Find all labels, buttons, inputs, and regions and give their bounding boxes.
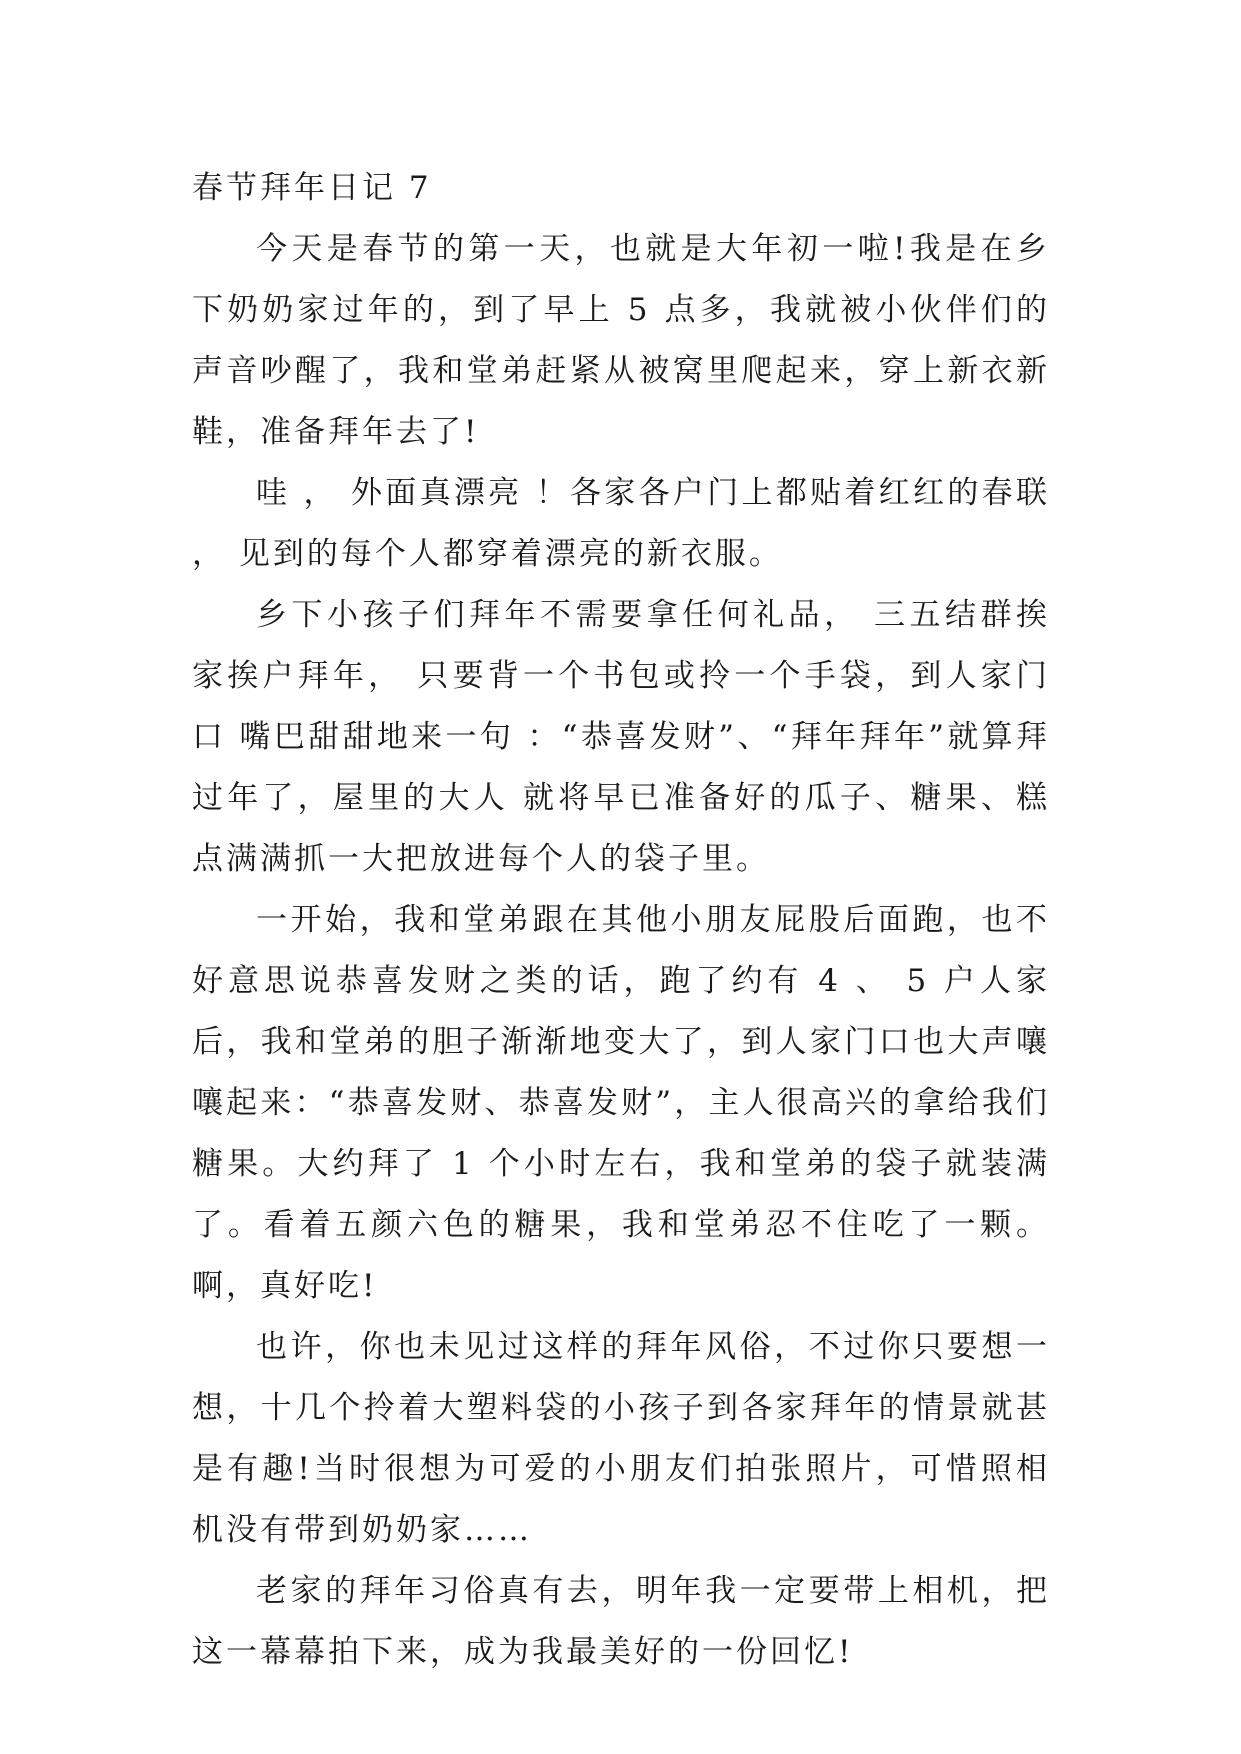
paragraph-4: 一开始，我和堂弟跟在其他小朋友屁股后面跑，也不好意思说恭喜发财之类的话，跑了约有 4 、 5 户人家后，我和堂弟的胆子渐渐地变大了，到人家门口也大声嚷嚷起来：“恭喜发财、恭喜发财”，主人很高兴的拿给我们糖果。大约拜了 1 个小时左右，我和堂弟的袋子就装满了。看着五颜六色的糖果，我和堂弟忍不住吃了一颗。啊，真好吃! (192, 902, 1050, 1304)
paragraph-3: 乡下小孩子们拜年不需要拿任何礼品， 三五结群挨家挨户拜年， 只要背一个书包或拎一个手袋，到人家门口 嘴巴甜甜地来一句 ：“恭喜发财”、“拜年拜年”就算拜过年了，屋里的大人 就将早已准备好的瓜子、糖果、糕点满满抓一大把放进每个人的袋子里。 (192, 597, 1050, 877)
paragraph-6: 老家的拜年习俗真有去，明年我一定要带上相机，把这一幕幕拍下来，成为我最美好的一份回忆! (192, 1573, 1050, 1670)
document-title: 春节拜年日记 7 (192, 170, 432, 206)
paragraph-5: 也许，你也未见过这样的拜年风俗，不过你只要想一想，十几个拎着大塑料袋的小孩子到各家拜年的情景就甚是有趣!当时很想为可爱的小朋友们拍张照片，可惜照相机没有带到奶奶家…… (192, 1329, 1050, 1548)
paragraph-2: 哇 ， 外面真漂亮 ！各家各户门上都贴着红红的春联 ， 见到的每个人都穿着漂亮的新衣服。 (192, 475, 1050, 572)
document-body (192, 158, 1050, 1683)
paragraph-1: 今天是春节的第一天，也就是大年初一啦!我是在乡下奶奶家过年的，到了早上 5 点多，我就被小伙伴们的声音吵醒了，我和堂弟赶紧从被窝里爬起来，穿上新衣新鞋，准备拜年去了! (192, 231, 1050, 450)
